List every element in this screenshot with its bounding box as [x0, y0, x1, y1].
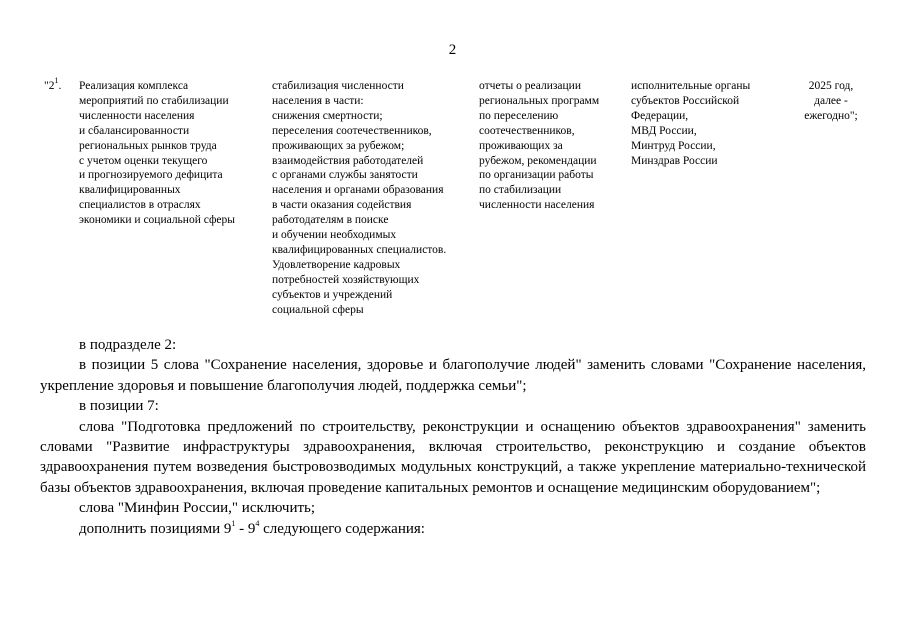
amendment-text — [40, 335, 866, 539]
add-positions-suffix: следующего содержания: — [259, 520, 425, 537]
position-number-suffix: . — [58, 80, 62, 92]
add-positions-prefix: дополнить позициями 9 — [79, 520, 232, 537]
cell-line: потребностей хозяйствующих — [272, 273, 420, 286]
cell-line: населения в части: — [272, 94, 364, 107]
cell-line: по организации работы — [479, 169, 594, 182]
position-number-superscript: 1 — [54, 76, 59, 86]
cell-line: в части оказания содействия — [272, 199, 412, 212]
add-positions-mid: - 9 — [235, 520, 256, 537]
cell-line: рубежом, рекомендации — [479, 154, 597, 167]
position-number — [44, 76, 74, 94]
cell-line: и обучении необходимых — [272, 229, 397, 242]
paragraph-exclude-minfin: слова "Минфин России," исключить; — [79, 500, 316, 517]
cell-line: Реализация комплекса — [79, 80, 189, 92]
paragraph-position-5: в позиции 5 слова "Сохранение населения, здоровье и благополучие людей" заменить словами "Сохранение населения, укрепление здоровья и повышение благополучия людей, поддержка семьи"; — [40, 357, 866, 394]
activity-name-cell — [79, 79, 265, 228]
cell-line: ежегодно"; — [804, 109, 858, 122]
cell-line: численности населения — [79, 109, 195, 122]
cell-line: МВД России, — [631, 124, 697, 137]
cell-line: Удовлетворение кадровых — [272, 258, 401, 271]
cell-line: социальной сферы — [272, 303, 364, 316]
cell-line: работодателям в поиске — [272, 214, 389, 227]
position-number-text: "2 — [44, 80, 55, 92]
paragraph-replace-words: слова "Подготовка предложений по строительству, реконструкции и оснащению объектов здравоохранения" заменить словами "Развитие инфраструктуры здравоохранения, включая строительство, реконструкцию и создание объектов здравоохранения путем возведения быстровозводимых модульных конструкций, а также укрепление материально-технической базы объектов здравоохранения, включая проведение капитальных ремонтов и оснащение медицинским оборудованием"; — [40, 418, 866, 496]
cell-line: и сбалансированности — [79, 124, 190, 137]
cell-line: экономики и социальной сферы — [79, 214, 236, 227]
cell-line: и прогнозируемого дефицита — [79, 169, 223, 182]
cell-line: отчеты о реализации — [479, 80, 581, 92]
add-positions-sup-2: 4 — [255, 518, 260, 528]
cell-line: 2025 год, — [808, 80, 854, 92]
cell-line: квалифицированных специалистов. — [272, 243, 447, 256]
cell-line: проживающих за рубежом; — [272, 139, 405, 152]
cell-line: стабилизация численности — [272, 80, 404, 92]
paragraph-add-positions — [40, 519, 866, 539]
cell-line: проживающих за — [479, 139, 563, 152]
cell-line: численности населения — [479, 199, 595, 212]
cell-line: соотечественников, — [479, 124, 575, 137]
cell-line: региональных рынков труда — [79, 139, 217, 152]
cell-line: региональных программ — [479, 94, 600, 107]
cell-line: по переселению — [479, 109, 559, 122]
cell-line: с органами службы занятости — [272, 169, 418, 182]
expected-result-cell — [272, 79, 472, 318]
cell-line: Федерации, — [631, 109, 689, 122]
add-positions-sup-1: 1 — [231, 518, 236, 528]
cell-line: переселения соотечественников, — [272, 124, 432, 137]
cell-line: снижения смертности; — [272, 109, 383, 122]
paragraph-position-7: в позиции 7: — [79, 398, 159, 415]
cell-line: взаимодействия работодателей — [272, 154, 424, 167]
cell-line: мероприятий по стабилизации — [79, 94, 229, 107]
paragraph-subsection-2: в подразделе 2: — [79, 337, 177, 353]
cell-line: Минтруд России, — [631, 139, 716, 152]
cell-line: субъектов Российской — [631, 94, 740, 107]
cell-line: по стабилизации — [479, 184, 562, 197]
cell-line: специалистов в отраслях — [79, 199, 201, 212]
page-number: 2 — [448, 42, 457, 58]
table-row — [0, 76, 905, 329]
executors-cell — [631, 79, 786, 168]
cell-line: исполнительные органы — [631, 80, 751, 92]
cell-line: далее - — [814, 94, 848, 107]
cell-line: населения и органами образования — [272, 184, 444, 197]
completion-form-cell — [479, 79, 627, 213]
cell-line: квалифицированных — [79, 184, 181, 197]
cell-line: с учетом оценки текущего — [79, 154, 208, 167]
cell-line: Минздрав России — [631, 154, 718, 167]
deadline-cell — [792, 79, 870, 124]
cell-line: субъектов и учреждений — [272, 288, 393, 301]
